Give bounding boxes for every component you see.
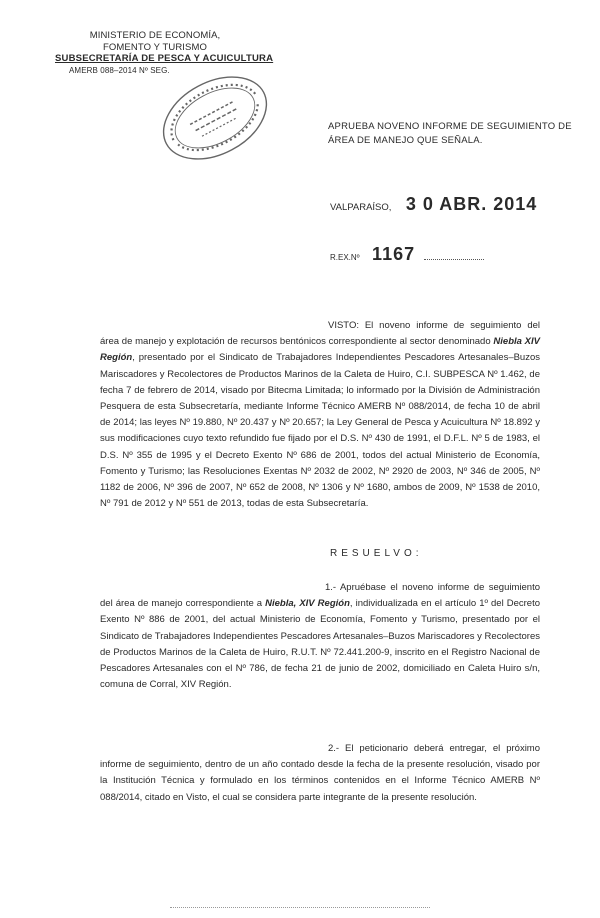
date-line xyxy=(330,194,537,215)
subsecretariat-name: SUBSECRETARÍA DE PESCA Y ACUICULTURA xyxy=(55,53,274,64)
ministry-header xyxy=(55,30,274,76)
resuelvo-heading: RESUELVO: xyxy=(330,548,423,559)
item1-rest: , individualizada en el artículo 1º del Decreto Exento Nº 886 de 2001, del actual Ministerio de Economía, Fomento y Turismo, presentado por el Sindicato de Trabajadores Independientes Pescadores Artesanales–Buzos Mariscadores y Recolectores de Productos Marinos de la Caleta de Huiro, R.U.T. Nº 72.441.200-9, inscrito en el Registro Nacional de Pescadores Artesanales con el Nº 786, de fecha 21 de junio de 2002, domiciliado en Caleta Huiro s/n, comuna de Corral, XIV Región. xyxy=(100,598,541,691)
resolution-number-line xyxy=(330,244,484,265)
dotted-line xyxy=(424,259,484,260)
visto-sector: Niebla XIV Región xyxy=(100,336,540,364)
ministry-name: MINISTERIO DE ECONOMÍA, xyxy=(89,30,221,41)
item1-lead: 1.- Apruébase el noveno informe de seguimiento del área de manejo correspondiente a xyxy=(100,582,540,610)
official-seal-icon xyxy=(150,72,280,164)
resolution-label: R.EX.Nº xyxy=(330,253,360,262)
resolution-item-2: 2.- El peticionario deberá entregar, el próximo informe de seguimiento, dentro de un año contado desde la fecha de la presente resolución, visado por la Institución Técnica y formulado en los términos contenidos en el Informe Técnico AMERB Nº 088/2014, citado en Visto, el cual se considera parte integrante de la presente resolución. xyxy=(100,743,540,803)
resolution-number: 1167 xyxy=(372,244,416,264)
title-line-1: APRUEBA NOVENO INFORME DE SEGUIMIENTO DE xyxy=(328,121,572,132)
ministry-name-cont: FOMENTO Y TURISMO xyxy=(103,41,207,53)
document-date: 3 0 ABR. 2014 xyxy=(405,194,538,214)
visto-lead: VISTO: El noveno informe de seguimiento del área de manejo y explotación de recursos bentónicos correspondiente al sector denominado xyxy=(100,320,540,348)
footer-rule xyxy=(170,907,430,908)
resolution-item-1 xyxy=(100,580,540,693)
visto-paragraph xyxy=(100,318,540,512)
reference-code: AMERB 088–2014 Nº SEG. xyxy=(69,65,170,75)
document-title xyxy=(328,120,572,148)
item1-sector: Niebla, XIV Región xyxy=(265,598,350,610)
title-line-2: ÁREA DE MANEJO QUE SEÑALA. xyxy=(328,135,483,146)
visto-rest: , presentado por el Sindicato de Trabajadores Independientes Pescadores Artesanales–Buzos Mariscadores y Recolectores de Productos Marinos de la Caleta de Huiro, C.I. SUBPESCA Nº 1.462, de fecha 7 de febrero de 2014, visado por Bitecma Limitada; lo informado por la División de Administración Pesquera de esta Subsecretaría, mediante Informe Técnico AMERB Nº 088/2014, de fecha 10 de abril de 2014; las leyes Nº 19.880, Nº 20.437 y Nº 20.657; la Ley General de Pesca y Acuicultura Nº 18.892 y sus modificaciones cuyo texto refundido fue fijado por el D.S. Nº 430 de 1991, el D.F.L. Nº 5 de 1983, el D.S. Nº 355 de 1995 y el Decreto Exento Nº 686 de 2001, todos del actual Ministerio de Economía, Fomento y Turismo; las Resoluciones Exentas Nº 2032 de 2002, Nº 2920 de 2003, Nº 346 de 2005, Nº 1182 de 2006, Nº 396 de 2007, Nº 652 de 2008, Nº 1306 y Nº 1680, ambos de 2009, Nº 1538 de 2010, Nº 791 de 2012 y Nº 551 de 2013, todas de esta Subsecretaría. xyxy=(100,352,540,510)
place-name: VALPARAÍSO, xyxy=(330,202,392,213)
